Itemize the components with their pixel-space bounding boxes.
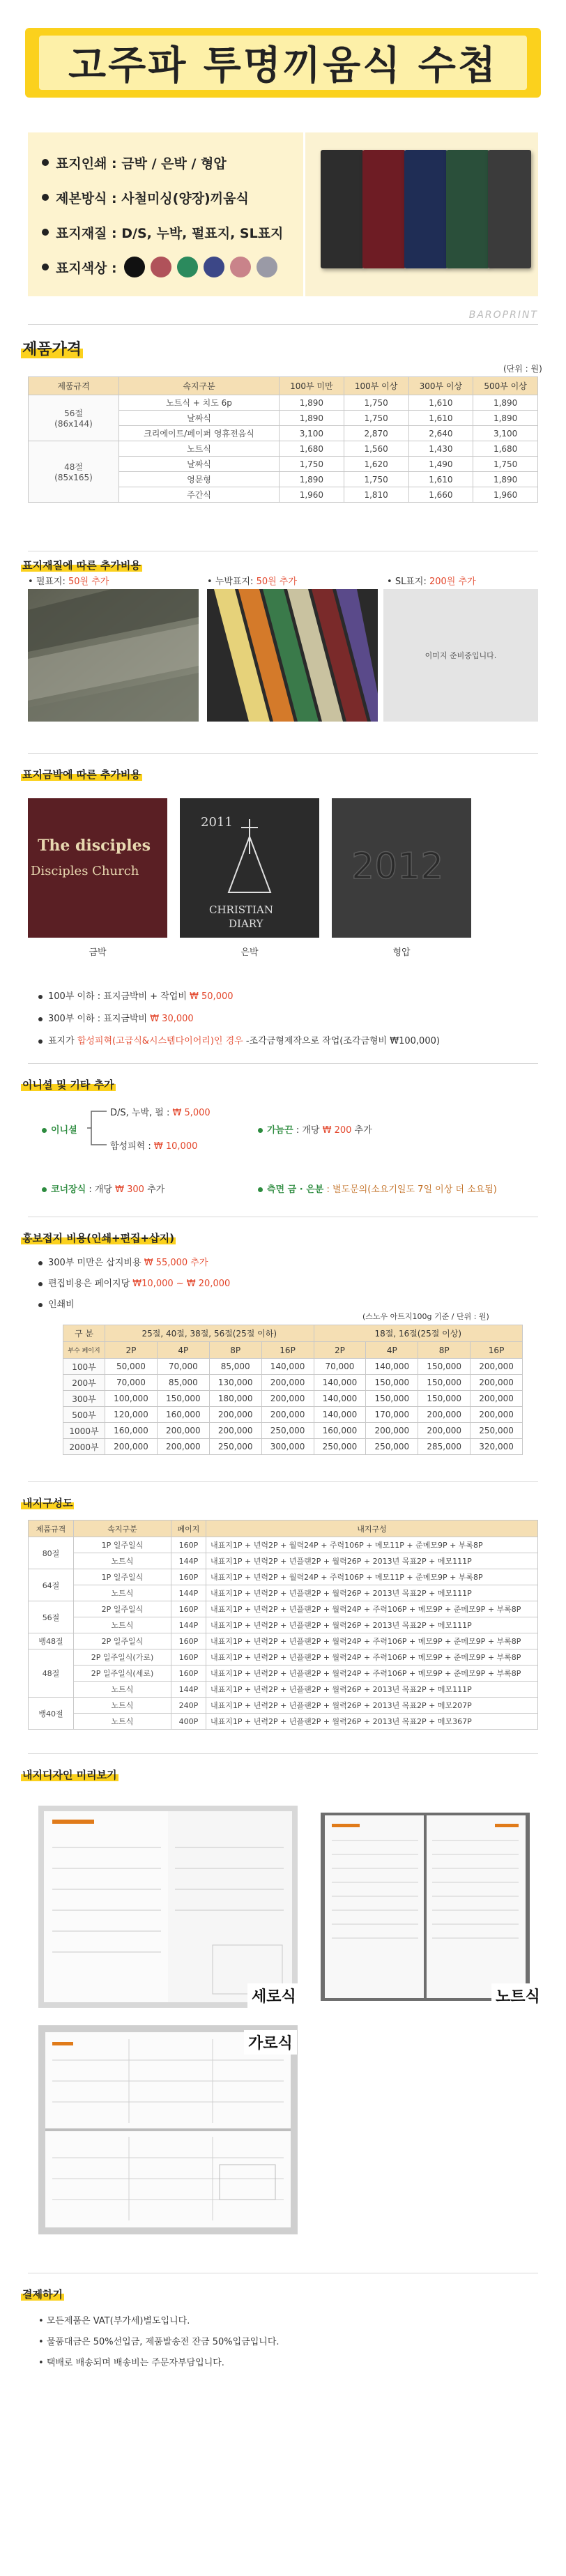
table-row: 날짜식 1,750 1,620 1,490 1,750 <box>29 457 538 472</box>
payment-line-3: • 택배로 배송되며 배송비는 주문자부담입니다. <box>38 2358 224 2368</box>
preview-label-horizontal: 가로식 <box>244 2030 297 2055</box>
unit-note: (단위 : 원) <box>503 364 542 374</box>
foil-caption-gold: 금박 <box>89 947 107 958</box>
divider <box>28 1753 538 1754</box>
spec-material: 표지재질 : D/S, 누박, 펄표지, SL표지 <box>42 215 289 250</box>
nubuck-texture-photo <box>207 589 378 722</box>
bracket-icon <box>87 1107 108 1149</box>
insert-line-2: 편집비용은 페이지당 ₩10,000 ~ ₩ 20,000 <box>38 1276 230 1289</box>
table-row: 48절 (85x165) 노트식 1,680 1,560 1,430 1,680 <box>29 441 538 457</box>
color-swatches <box>124 257 277 277</box>
table-row: 48절 2P 일주일식(가로) 160P 내표지1P + 년력2P + 년플랜2P + 월력24P + 주력106P + 메모9P + 준메모9P + 부록8P <box>29 1649 538 1666</box>
svg-text:CHRISTIAN: CHRISTIAN <box>209 904 273 916</box>
notebook-cover <box>446 150 489 268</box>
section-title-inner: 내지구성도 <box>22 1497 73 1509</box>
initial-option-ds: D/S, 누박, 펄 : ₩ 5,000 <box>110 1108 211 1118</box>
section-title-foil: 표지금박에 따른 추가비용 <box>22 768 141 781</box>
foil-note-3: 표지가 합성피혁(고급식&시스템다이어리)인 경우 -조각금형제작으로 작업(조각금형비 ₩100,000) <box>38 1033 440 1046</box>
table-row: 200부 70,000 85,000 130,000 200,000 140,000 150,000 150,000 200,000 <box>63 1375 523 1391</box>
table-row: 노트식 400P 내표지1P + 년력2P + 년플랜2P + 월력26P + 2013년 목표2P + 메모367P <box>29 1714 538 1730</box>
color-swatch <box>257 257 277 277</box>
preview-vertical <box>38 1806 298 2008</box>
preview-note <box>307 1806 537 2008</box>
notebook-cover <box>321 150 364 268</box>
insert-paper-note: (스노우 아트지100g 기준 / 단위 : 원) <box>362 1312 489 1321</box>
table-row: 노트식 144P 내표지1P + 년력2P + 년플랜2P + 월력26P + 2013년 목표2P + 메모111P <box>29 1553 538 1569</box>
foil-caption-silver: 은박 <box>240 947 259 958</box>
corner-option: 코너장식 : 개당 ₩ 300 추가 <box>42 1182 165 1195</box>
svg-text:2011: 2011 <box>201 815 233 830</box>
table-row: 2000부 200,000 200,000 250,000 300,000 250,000 250,000 285,000 320,000 <box>63 1439 523 1455</box>
silver-foil-photo <box>180 798 319 938</box>
table-row: 64절 1P 일주일식 160P 내표지1P + 년력2P + 월력24P + 주력106P + 메모11P + 준메모9P + 부록8P <box>29 1569 538 1585</box>
initial-label: 이니셜 <box>42 1122 77 1136</box>
table-row: 크리에이트/페이퍼 영휴전음식 3,100 2,870 2,640 3,100 <box>29 426 538 441</box>
table-row: 노트식 144P 내표지1P + 년력2P + 년플랜2P + 월력26P + 2013년 목표2P + 메모111P <box>29 1617 538 1633</box>
notebook-cover <box>488 150 531 268</box>
foil-note-1: 100부 이하 : 표지금박비 + 작업비 ₩ 50,000 <box>38 989 234 1002</box>
section-title-options: 이니셜 및 기타 추가 <box>22 1079 114 1091</box>
color-swatch <box>230 257 251 277</box>
color-swatch <box>177 257 198 277</box>
insert-price-table: 구 분 25절, 40절, 38절, 56절(25절 이하) 18절, 16절(25절 이상) 부수 페이지 2P 4P 8P 16P 2P 4P 8P 16P 100부 50,000 70,000 85,000 140,000 70,000 140,000 150,000 200,000 200부 70,000 85,000 130,000 200,000 140,000 150,000 150,000 200,000 300부 100,000 150,000 180,000 200,000 140,000 150,000 150,000 200,000 500부 120,000 160,000 200,000 200,000 140,000 170,000 200,000 200,000 1000부 160,000 200,000 200,000 250,000 160,000 200,000 200,000 250,000 2000부 200,000 200,000 250,000 300,000 250,000 250,000 285,000 320,000 <box>63 1325 523 1455</box>
table-row: 300부 100,000 150,000 180,000 200,000 140,000 150,000 150,000 200,000 <box>63 1391 523 1407</box>
table-row: 56절 (86x144) 노트식 + 치도 6p 1,890 1,750 1,610 1,890 <box>29 395 538 411</box>
spec-binding: 제본방식 : 사철미싱(양장)끼움식 <box>42 180 289 215</box>
preview-label-note: 노트식 <box>491 1983 544 2008</box>
table-row: 날짜식 1,890 1,750 1,610 1,890 <box>29 411 538 426</box>
preview-horizontal <box>38 2025 298 2234</box>
section-title-preview: 내지디자인 미리보기 <box>22 1769 117 1781</box>
svg-text:Disciples Church: Disciples Church <box>31 864 139 878</box>
foil-note-2: 300부 이하 : 표지금박비 ₩ 30,000 <box>38 1011 194 1024</box>
divider <box>28 753 538 754</box>
table-row: 2P 일주일식(세로) 160P 내표지1P + 년력2P + 년플랜2P + 월력24P + 주력106P + 메모9P + 준메모9P + 부록8P <box>29 1666 538 1682</box>
covers-photo <box>305 132 538 296</box>
edge-option: 측면 금 · 은분 : 별도문의(소요기일도 7일 이상 더 소요됨) <box>258 1182 497 1195</box>
neckstrap-option: 가늠끈 : 개당 ₩ 200 추가 <box>258 1122 372 1136</box>
notebook-cover <box>362 150 406 268</box>
payment-line-2: • 물품대금은 50%선입금, 제품발송전 잔금 50%입금입니다. <box>38 2337 280 2347</box>
table-row: 주간식 1,960 1,810 1,660 1,960 <box>29 487 538 503</box>
svg-text:The disciples: The disciples <box>38 837 151 855</box>
page-title: 고주파 투명끼움식 수첩 <box>68 43 498 89</box>
divider <box>28 1481 538 1482</box>
table-row: 뱅48절 2P 일주일식 160P 내표지1P + 년력2P + 년플랜2P + 월력24P + 주력106P + 메모9P + 준메모9P + 부록8P <box>29 1633 538 1649</box>
table-row: 100부 50,000 70,000 85,000 140,000 70,000 140,000 150,000 200,000 <box>63 1359 523 1375</box>
section-title-insert: 홍보접지 비용(인쇄+편집+삽지) <box>22 1232 174 1244</box>
title-banner <box>25 28 541 98</box>
material-label-nubuck: • 누박표지: 50원 추가 <box>207 577 297 587</box>
section-title-payment: 결제하기 <box>22 2288 63 2301</box>
svg-text:DIARY: DIARY <box>229 917 263 930</box>
table-row: 노트식 144P 내표지1P + 년력2P + 년플랜2P + 월력26P + 2013년 목표2P + 메모111P <box>29 1682 538 1698</box>
svg-text:2012: 2012 <box>351 846 444 887</box>
emboss-photo <box>332 798 471 938</box>
image-placeholder: 이미지 준비중입니다. <box>383 589 538 722</box>
table-row: 500부 120,000 160,000 200,000 200,000 140,000 170,000 200,000 200,000 <box>63 1407 523 1423</box>
initial-option-leather: 합성피혁 : ₩ 10,000 <box>110 1141 198 1152</box>
color-swatch <box>124 257 145 277</box>
table-row: 노트식 144P 내표지1P + 년력2P + 년플랜2P + 월력26P + 2013년 목표2P + 메모111P <box>29 1585 538 1601</box>
insert-line-1: 300부 미만은 삽지비용 ₩ 55,000 추가 <box>38 1255 208 1268</box>
gold-foil-photo <box>28 798 167 938</box>
inner-composition-table: 제품규격 속지구분 페이지 내지구성 80절 1P 일주일식 160P 내표지1P + 년력2P + 월력24P + 주력106P + 메모11P + 준메모9P + 부록8P 노트식 144P 내표지1P + 년력2P + 년플랜2P + 월력26P + 2013년 목표2P + 메모111P 64절 1P 일주일식 160P 내표지1P + 년력2P + 월력24P + 주력106P + 메모11P + 준메모9P + 부록8P 노트식 144P 내표지1P + 년력2P + 년플랜2P + 월력26P + 2013년 목표2P + 메모111P 56절 2P 일주일식 160P 내표지1P + 년력2P + 년플랜2P + 월력24P + 주력106P + 메모9P + 준메모9P + 부록8P 노트식 144P 내표지1P + 년력2P + 년플랜2P + 월력26P + 2013년 목표2P + 메모111P 뱅48절 2P 일주일식 160P 내표지1P + 년력2P + 년플랜2P + 월력24P + 주력106P + 메모9P + 준메모9P + 부록8P 48절 2P 일주일식(가로) 160P 내표지1P + 년력2P + 년플랜2P + 월력24P + 주력106P + 메모9P + 준메모9P + 부록8P 2P 일주일식(세로) 160P 내표지1P + 년력2P + 년플랜2P + 월력24P + 주력106P + 메모9P + 준메모9P + 부록8P 노트식 144P 내표지1P + 년력2P + 년플랜2P + 월력26P + 2013년 목표2P + 메모111P 뱅40절 노트식 240P 내표지1P + 년력2P + 년플랜2P + 월력26P + 2013년 목표2P + 메모207P 노트식 400P 내표지1P + 년력2P + 년플랜2P + 월력26P + 2013년 목표2P + 메모367P <box>28 1520 538 1730</box>
section-title-price: 제품가격 <box>22 341 82 358</box>
color-swatch <box>204 257 224 277</box>
material-label-sl: • SL표지: 200원 추가 <box>387 577 476 587</box>
color-swatch <box>151 257 171 277</box>
divider <box>28 1063 538 1064</box>
table-row: 영문형 1,890 1,750 1,610 1,890 <box>29 472 538 487</box>
pearl-texture-photo <box>28 589 199 722</box>
watermark: BAROPRINT <box>468 310 538 321</box>
table-row: 1000부 160,000 200,000 200,000 250,000 160,000 200,000 200,000 250,000 <box>63 1423 523 1439</box>
insert-line-3: 인쇄비 <box>38 1297 75 1310</box>
spec-print: 표지인쇄 : 금박 / 은박 / 형압 <box>42 145 289 180</box>
price-table: 제품규격 속지구분 100부 미만 100부 이상 300부 이상 500부 이상 56절 (86x144) 노트식 + 치도 6p 1,890 1,750 1,610 1,890 날짜식 1,890 1,750 1,610 1,890 크리에이트/페이퍼 영휴전음식 3,100 2,870 2,640 3,100 48절 (85x165) 노트식 1,680 1,560 1,430 1,680 날짜식 1,750 1,620 1,490 1,750 영문형 1,890 1,750 1,610 1,890 주간식 1,960 1,810 1,660 1,960 <box>28 376 538 503</box>
preview-label-vertical: 세로식 <box>247 1983 300 2008</box>
section-title-material: 표지재질에 따른 추가비용 <box>22 559 141 572</box>
foil-caption-emboss: 형압 <box>392 947 411 958</box>
spec-colors: 표지색상 : <box>42 250 289 284</box>
table-row: 80절 1P 일주일식 160P 내표지1P + 년력2P + 월력24P + 주력106P + 메모11P + 준메모9P + 부록8P <box>29 1537 538 1553</box>
payment-line-1: • 모든제품은 VAT(부가세)별도입니다. <box>38 2316 190 2326</box>
divider <box>28 324 538 325</box>
spec-box <box>28 132 303 296</box>
notebook-cover <box>404 150 448 268</box>
table-row: 56절 2P 일주일식 160P 내표지1P + 년력2P + 년플랜2P + 월력24P + 주력106P + 메모9P + 준메모9P + 부록8P <box>29 1601 538 1617</box>
material-label-pearl: • 펄표지: 50원 추가 <box>28 577 109 587</box>
table-row: 뱅40절 노트식 240P 내표지1P + 년력2P + 년플랜2P + 월력26P + 2013년 목표2P + 메모207P <box>29 1698 538 1714</box>
